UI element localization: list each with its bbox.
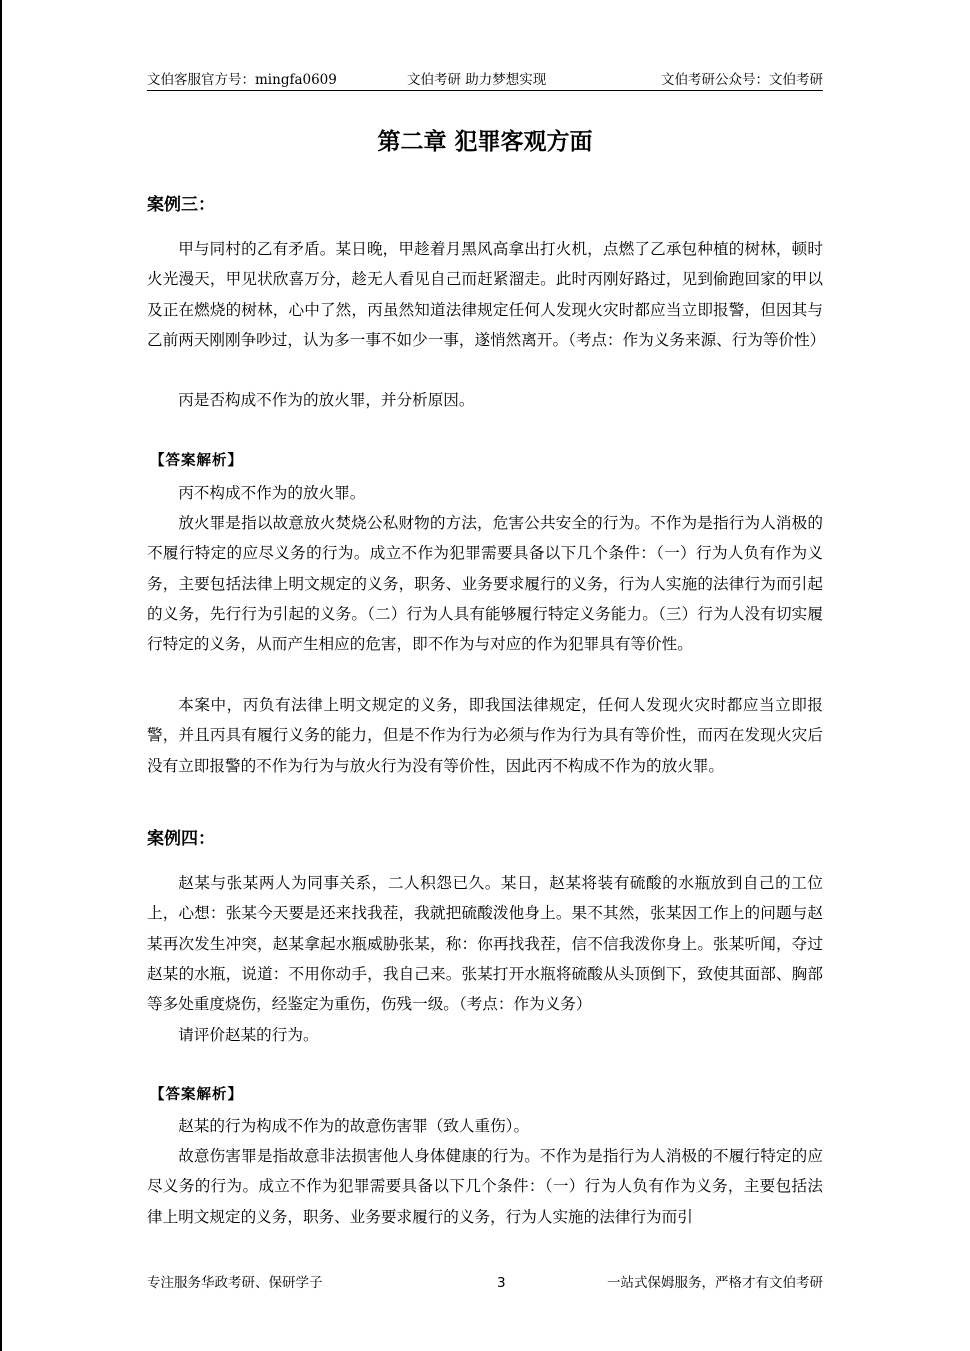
header-contact: 文伯客服官方号：mingfa0609 xyxy=(147,72,337,88)
header-wechat: 文伯考研公众号：文伯考研 xyxy=(661,72,823,88)
header-slogan: 文伯考研 助力梦想实现 xyxy=(407,72,547,88)
case3-answer-label: 【答案解析】 xyxy=(150,452,243,469)
case3-facts: 甲与同村的乙有矛盾。某日晚，甲趁着月黑风高拿出打火机，点燃了乙承包种植的树林，顿时火光漫天，甲见状欣喜万分，趁无人看见自己而赶紧溜走。此时丙刚好路过，见到偷跑回家的甲以及正在燃烧的树林，心中了然，丙虽然知道法律规定任何人发现火灾时都应当立即报警，但因其与乙前两天刚刚争吵过，认为多一事不如少一事，遂悄然离开。（考点：作为义务来源、行为等价性） xyxy=(147,240,826,349)
case3-heading: 案例三： xyxy=(147,195,215,215)
case4-facts: 赵某与张某两人为同事关系，二人积怨已久。某日，赵某将装有硫酸的水瓶放到自己的工位上，心想：张某今天要是还来找我茬，我就把硫酸泼他身上。果不其然，张某因工作上的问题与赵某再次发生冲突，赵某拿起水瓶威胁张某，称：你再找我茬，信不信我泼你身上。张某听闻，夺过赵某的水瓶，说道：不用你动手，我自己来。张某打开水瓶将硫酸从头顶倒下，致使其面部、胸部等多处重度烧伤，经鉴定为重伤，伤残一级。（考点：作为义务） xyxy=(147,874,823,1014)
case4-heading: 案例四： xyxy=(147,829,215,849)
page-edge-line xyxy=(0,0,2,1351)
case3-answer-elements: 放火罪是指以故意放火焚烧公私财物的方法，危害公共安全的行为。不作为是指行为人消极的不履行特定的应尽义务的行为。成立不作为犯罪需要具备以下几个条件：（一）行为人负有作为义务，主要包括法律上明文规定的义务，职务、业务要求履行的义务，行为人实施的法律行为而引起的义务，先行行为引起的义务。（二）行为人具有能够履行特定义务能力。（三）行为人没有切实履行特定的义务，从而产生相应的危害，即不作为与对应的作为犯罪具有等价性。 xyxy=(147,514,823,654)
case4-question: 请评价赵某的行为。 xyxy=(178,1026,319,1044)
case4-answer-conclusion: 赵某的行为构成不作为的故意伤害罪（致人重伤）。 xyxy=(178,1117,530,1135)
chapter-title: 第二章 犯罪客观方面 xyxy=(377,129,593,155)
page-number: 3 xyxy=(497,1275,506,1291)
footer-slogan: 一站式保姆服务，严格才有文伯考研 xyxy=(607,1275,823,1291)
case3-answer-application: 本案中，丙负有法律上明文规定的义务，即我国法律规定，任何人发现火灾时都应当立即报警，并且丙具有履行义务的能力，但是不作为行为必须与作为行为具有等价性，而丙在发现火灾后没有立即报警的不作为行为与放火行为没有等价性，因此丙不构成不作为的放火罪。 xyxy=(147,696,823,775)
page-header xyxy=(147,70,823,91)
footer-tagline: 专注服务华政考研、保研学子 xyxy=(147,1275,323,1291)
page-footer xyxy=(147,1272,823,1294)
case4-answer-elements: 故意伤害罪是指故意非法损害他人身体健康的行为。不作为是指行为人消极的不履行特定的应尽义务的行为。成立不作为犯罪需要具备以下几个条件：（一）行为人负有作为义务，主要包括法律上明文规定的义务，职务、业务要求履行的义务，行为人实施的法律行为而引 xyxy=(147,1147,823,1226)
case3-question: 丙是否构成不作为的放火罪，并分析原因。 xyxy=(178,391,475,409)
case3-answer-conclusion: 丙不构成不作为的放火罪。 xyxy=(178,484,366,502)
case4-answer-label: 【答案解析】 xyxy=(150,1086,243,1103)
